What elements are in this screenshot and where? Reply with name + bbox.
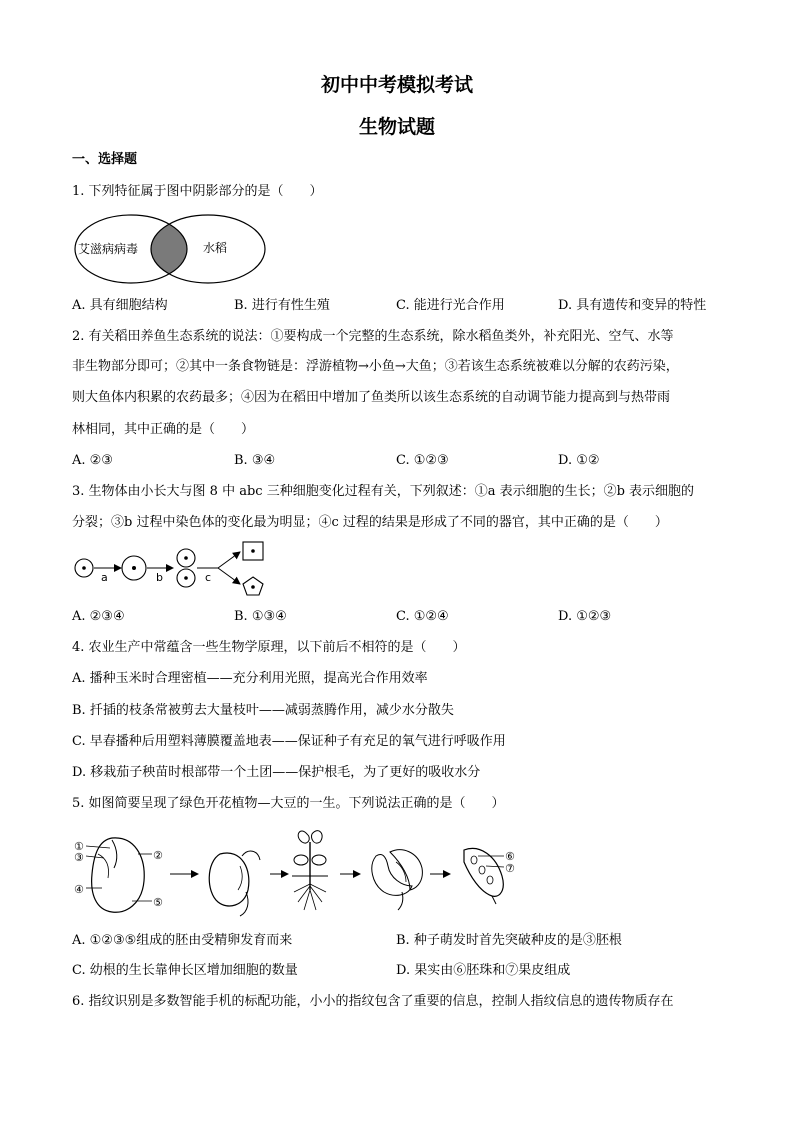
label-6: ⑥ <box>505 850 515 863</box>
q2-option-c: C. ①②③ <box>396 453 449 468</box>
q2-option-d: D. ①② <box>558 453 600 468</box>
label-b: b <box>156 571 163 584</box>
q1-option-a: A. 具有细胞结构 <box>72 298 168 313</box>
arrow-c-up <box>218 552 240 568</box>
label-3: ③ <box>74 851 84 864</box>
q5-plant-lifecycle-diagram <box>72 826 532 922</box>
q5-option-b: B. 种子萌发时首先突破种皮的是③胚根 <box>396 933 622 948</box>
venn-right-label: 水稻 <box>203 241 228 255</box>
q4-option-a: A. 播种玉米时合理密植——充分利用光照，提高光合作用效率 <box>72 671 428 686</box>
q2-option-b: B. ③④ <box>234 453 276 468</box>
q3-cell-diagram <box>72 538 282 600</box>
q1-option-d: D. 具有遗传和变异的特性 <box>558 298 707 313</box>
q6-stem: 6. 指纹识别是多数智能手机的标配功能，小小的指纹包含了重要的信息，控制人指纹信息的遗传物质存在 <box>72 994 674 1009</box>
q4-option-d: D. 移栽茄子秧苗时根部带一个土团——保护根毛，为了更好的吸收水分 <box>72 765 481 780</box>
q2-line: 则大鱼体内积累的农药最多；④因为在稻田中增加了鱼类所以该生态系统的自动调节能力提高到与热带雨 <box>72 390 671 405</box>
bean-pod <box>464 848 503 904</box>
page-subtitle: 生物试题 <box>358 116 435 138</box>
q3-line: 分裂；③b 过程中染色体的变化最为明显；④c 过程的结果是形成了不同的器官，其中正确的是（ ） <box>72 515 668 530</box>
arrow-c-down <box>218 568 240 584</box>
section-heading: 一、选择题 <box>72 152 138 167</box>
q1-venn-diagram <box>70 212 270 286</box>
q1-option-b: B. 进行有性生殖 <box>234 298 330 313</box>
germinating-seed <box>209 851 260 916</box>
label-2: ② <box>153 849 163 862</box>
q3-line: 3. 生物体由小长大与图 8 中 abc 三种细胞变化过程有关，下列叙述：①a 表示细胞的生长；②b 表示细胞的 <box>72 484 695 499</box>
q2-line: 林相同，其中正确的是（ ） <box>72 422 255 437</box>
venn-left-label: 艾滋病病毒 <box>78 242 139 256</box>
q1-stem: 1. 下列特征属于图中阴影部分的是（ ） <box>72 184 323 199</box>
q4-option-b: B. 扦插的枝条常被剪去大量枝叶——减弱蒸腾作用，减少水分散失 <box>72 703 454 718</box>
q5-option-c: C. 幼根的生长靠伸长区增加细胞的数量 <box>72 963 298 978</box>
label-7: ⑦ <box>505 862 515 875</box>
seedling <box>292 831 328 910</box>
q5-option-a: A. ①②③⑤组成的胚由受精卵发育而来 <box>72 933 293 948</box>
q4-option-c: C. 早春播种后用塑料薄膜覆盖地表——保证种子有充足的氧气进行呼吸作用 <box>72 734 506 749</box>
q2-line: 2. 有关稻田养鱼生态系统的说法：①要构成一个完整的生态系统，除水稻鱼类外，补充阳光、空气、水等 <box>72 329 674 344</box>
q3-option-c: C. ①②④ <box>396 609 449 624</box>
q2-option-a: A. ②③ <box>72 453 113 468</box>
q5-stem: 5. 如图简要呈现了绿色开花植物—大豆的一生。下列说法正确的是（ ） <box>72 796 505 811</box>
label-1: ① <box>74 840 84 853</box>
q4-stem: 4. 农业生产中常蕴含一些生物学原理，以下前后不相符的是（ ） <box>72 640 466 655</box>
q5-option-d: D. 果实由⑥胚珠和⑦果皮组成 <box>396 963 571 978</box>
label-5: ⑤ <box>153 896 163 909</box>
q2-line: 非生物部分即可；②其中一条食物链是：浮游植物→小鱼→大鱼；③若该生态系统被难以分解的农药污染， <box>72 359 679 374</box>
page-title: 初中中考模拟考试 <box>320 74 473 96</box>
q1-option-c: C. 能进行光合作用 <box>396 298 505 313</box>
label-c: c <box>205 571 212 584</box>
q3-option-d: D. ①②③ <box>558 609 612 624</box>
q3-option-a: A. ②③④ <box>72 609 125 624</box>
label-a: a <box>101 571 108 584</box>
flower <box>372 850 423 910</box>
q3-option-b: B. ①③④ <box>234 609 287 624</box>
label-4: ④ <box>74 883 84 896</box>
